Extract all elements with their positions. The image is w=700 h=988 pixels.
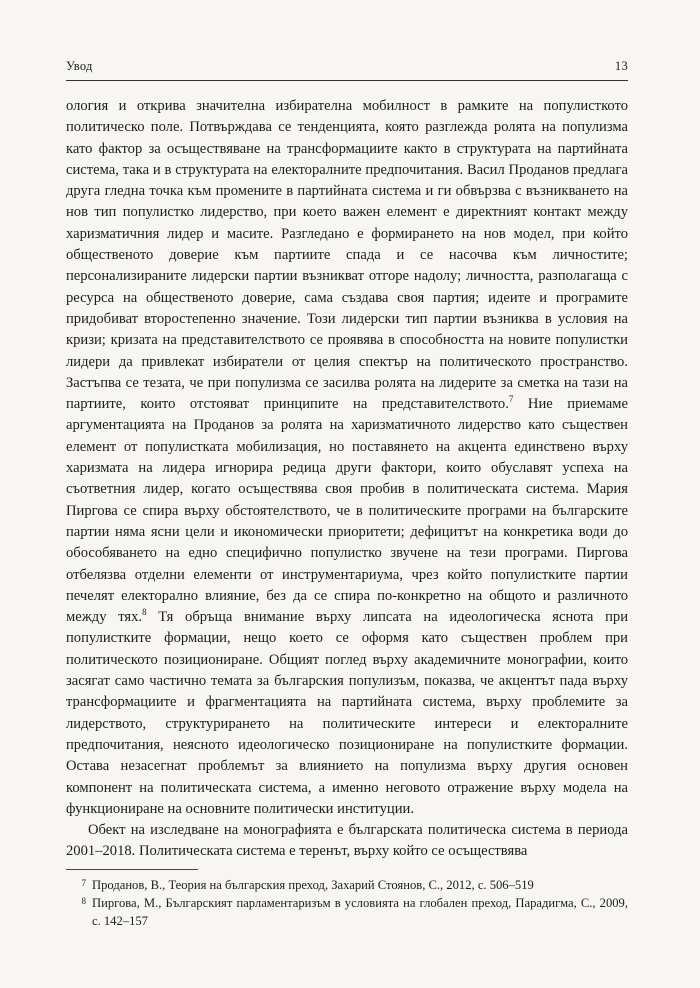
page-number: 13 [614, 59, 628, 73]
footnote-ref-7[interactable]: 7 [508, 394, 514, 405]
running-header [66, 59, 628, 74]
footnote-text: Пиргова, М., Българският парламентаризъм в условията на глобален преход, Парадигма, С., 2009, с. 142–157 [92, 896, 628, 929]
footnote-item [66, 894, 628, 930]
paragraph-2: Обект на изследване на монографията е българската политическа система в периода 2001–2018. Политическата система е теренът, върху който се осъществява [66, 822, 628, 860]
paragraph-1 [66, 96, 628, 820]
chapter-title: Увод [66, 59, 93, 73]
header-rule [66, 80, 628, 81]
paragraph-1-part-b: Ние приемаме аргументацията на Проданов за ролята на харизматичното лидерство като съществен елемент от популистката мобилизация, но поставянето на акцента единствено върху харизмата на лидера игнорира редица други фактори, които обуславят успеха на съответния лидер, когато осъществява своя пробив в политическата система. Мария Пиргова се спира върху обстоятелството, че в политическите програми на българските партии няма ясни цели и икономически приоритети; дефицитът на конкретика води до обособяването на едно специфично популистко звучене на тези програми. Пиргова отбелязва отделни елементи от инструментариума, чрез който популистките партии печелят електорално влияние, без да се спира по-конкретно на общото и различното между тях. [66, 396, 629, 626]
footnotes [66, 876, 628, 931]
footnote-ref-8[interactable]: 8 [142, 607, 147, 618]
footnote-separator [66, 869, 198, 870]
paragraph-1-part-c: Тя обръща внимание върху липсата на идеологическа яснота при популистките формации, нещо което се оформя като съществен проблем при политическото позициониране. Общият поглед върху академичните монографии, които засягат само частично темата за българския популизъм, показва, че акцентът пада върху трансформациите и фрагментацията на партийната система, върху проблемите за лидерството, структурирането на политическите интереси и електоралните предпочитания, неясното идеологическо позициониране на популистките формации. Остава незасегнат проблемът за влиянието на популизма върху другия основен компонент на политическата система, а именно неговото отражение върху модела на функциониране на основните политически институции. [66, 609, 629, 817]
footnote-item [66, 876, 628, 894]
main-text [66, 96, 628, 863]
footnote-number: 8 [81, 896, 86, 907]
paragraph-1-part-a: ология и открива значителна избирателна мобилност в рамките на популисткото политическо поле. Потвърждава се тенденцията, която разглежда ролята на популизма като фактор за осъществяване на трансформациите както в структурата на партийната система, така и в структурата на електоралните предпочитания. Васил Проданов предлага друга гледна точка към промените в партийната система и ги обвързва с възникването на нов тип популистко лидерство, при което важен елемент е директният контакт между харизматичния лидер и масите. Разгледано е формирането на нов модел, при който общественото доверие към партиите спада и се насочва към личностите; персонализираните лидерски партии възникват отгоре надолу; личността, разполагаща с ресурса на общественото доверие, сама създава своя партия; идеите и програмите придобиват второстепенно значение. Този лидерски тип партии възниква в условия на кризи; кризата на представителството се проявява в способността на новите популистки лидери да привлекат избиратели от целия спектър на политическото пространство. Застъпва се тезата, че при популизма се засилва ролята на лидерите за сметка на тази на партиите, които отстояват принципите на представителството. [66, 98, 628, 413]
footnote-number: 7 [81, 878, 86, 888]
footnote-text: Проданов, В., Теория на българския преход, Захарий Стоянов, С., 2012, с. 506–519 [92, 878, 534, 892]
